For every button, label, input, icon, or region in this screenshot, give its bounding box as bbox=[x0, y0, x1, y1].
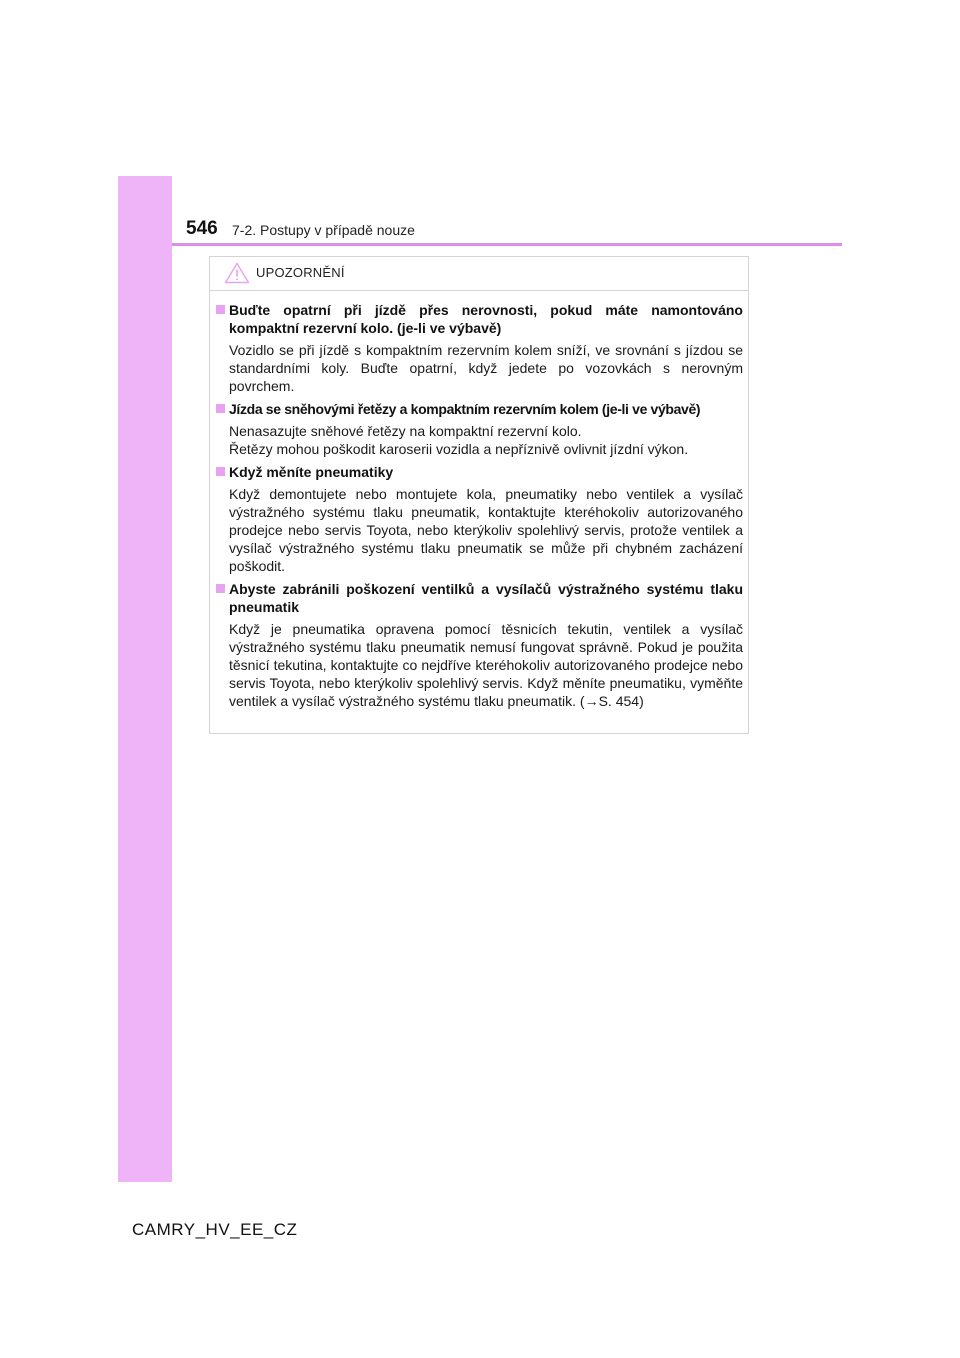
square-bullet-icon bbox=[216, 404, 225, 413]
section-title: 7-2. Postupy v případě nouze bbox=[232, 222, 415, 238]
item-heading-text: Když měníte pneumatiky bbox=[229, 464, 394, 480]
page-number: 546 bbox=[186, 218, 218, 239]
square-bullet-icon bbox=[216, 584, 225, 593]
caution-item bbox=[216, 580, 743, 710]
item-heading-text: Jízda se sněhovými řetězy a kompaktním rezervním kolem (je-li ve výbavě) bbox=[229, 401, 701, 417]
chapter-side-tab bbox=[118, 176, 172, 1182]
caution-item bbox=[216, 301, 743, 395]
item-heading-text: Buďte opatrní při jízdě přes nerovnosti, pokud máte namontováno kompaktní rezervní kolo. (je-li ve výbavě) bbox=[229, 302, 743, 336]
item-heading bbox=[216, 463, 743, 481]
caution-box bbox=[209, 256, 749, 734]
page-header bbox=[186, 218, 842, 246]
item-body-line: Řetězy mohou poškodit karoserii vozidla a nepříznivě ovlivnit jízdní výkon. bbox=[229, 441, 689, 457]
header-divider bbox=[172, 243, 842, 246]
square-bullet-icon bbox=[216, 305, 225, 314]
caution-header bbox=[210, 257, 748, 291]
item-body: Když je pneumatika opravena pomocí těsnicích tekutin, ventilek a vysílač výstražného systému tlaku pneumatik nemusí fungovat správně. Pokud je použita těsnicí tekutina, kontaktujte co nejdříve kteréhokoliv autorizovaného prodejce nebo servis Toyota, nebo kterýkoliv spolehlivý servis. Když měníte pneumatiku, vyměňte ventilek a vysílač výstražného systému tlaku pneumatik. (→S. 454) bbox=[229, 621, 743, 709]
caution-body bbox=[216, 301, 743, 715]
item-body: Když demontujete nebo montujete kola, pneumatiky nebo ventilek a vysílač výstražného systému tlaku pneumatik, kontaktujte kteréhokoliv autorizovaného prodejce nebo servis Toyota, nebo kterýkoliv spolehlivý servis, protože ventilek a vysílač výstražného systému tlaku pneumatik se může při chybném zacházení poškodit. bbox=[229, 486, 743, 574]
caution-title: UPOZORNĚNÍ bbox=[256, 265, 345, 280]
square-bullet-icon bbox=[216, 467, 225, 476]
warning-triangle-icon bbox=[224, 262, 250, 284]
caution-item bbox=[216, 400, 743, 458]
item-heading-text: Abyste zabránili poškození ventilků a vysílačů výstražného systému tlaku pneumatik bbox=[229, 581, 743, 615]
item-heading bbox=[216, 301, 743, 337]
item-heading bbox=[216, 400, 743, 418]
item-heading bbox=[216, 580, 743, 616]
item-body-line: Nenasazujte sněhové řetězy na kompaktní rezervní kolo. bbox=[229, 423, 582, 439]
caution-item bbox=[216, 463, 743, 575]
item-body bbox=[216, 422, 743, 458]
document-code: CAMRY_HV_EE_CZ bbox=[132, 1220, 298, 1239]
item-body: Vozidlo se při jízdě s kompaktním rezervním kolem sníží, ve srovnání s jízdou se standardními koly. Buďte opatrní, když jedete po vozovkách s nerovným povrchem. bbox=[229, 342, 743, 394]
